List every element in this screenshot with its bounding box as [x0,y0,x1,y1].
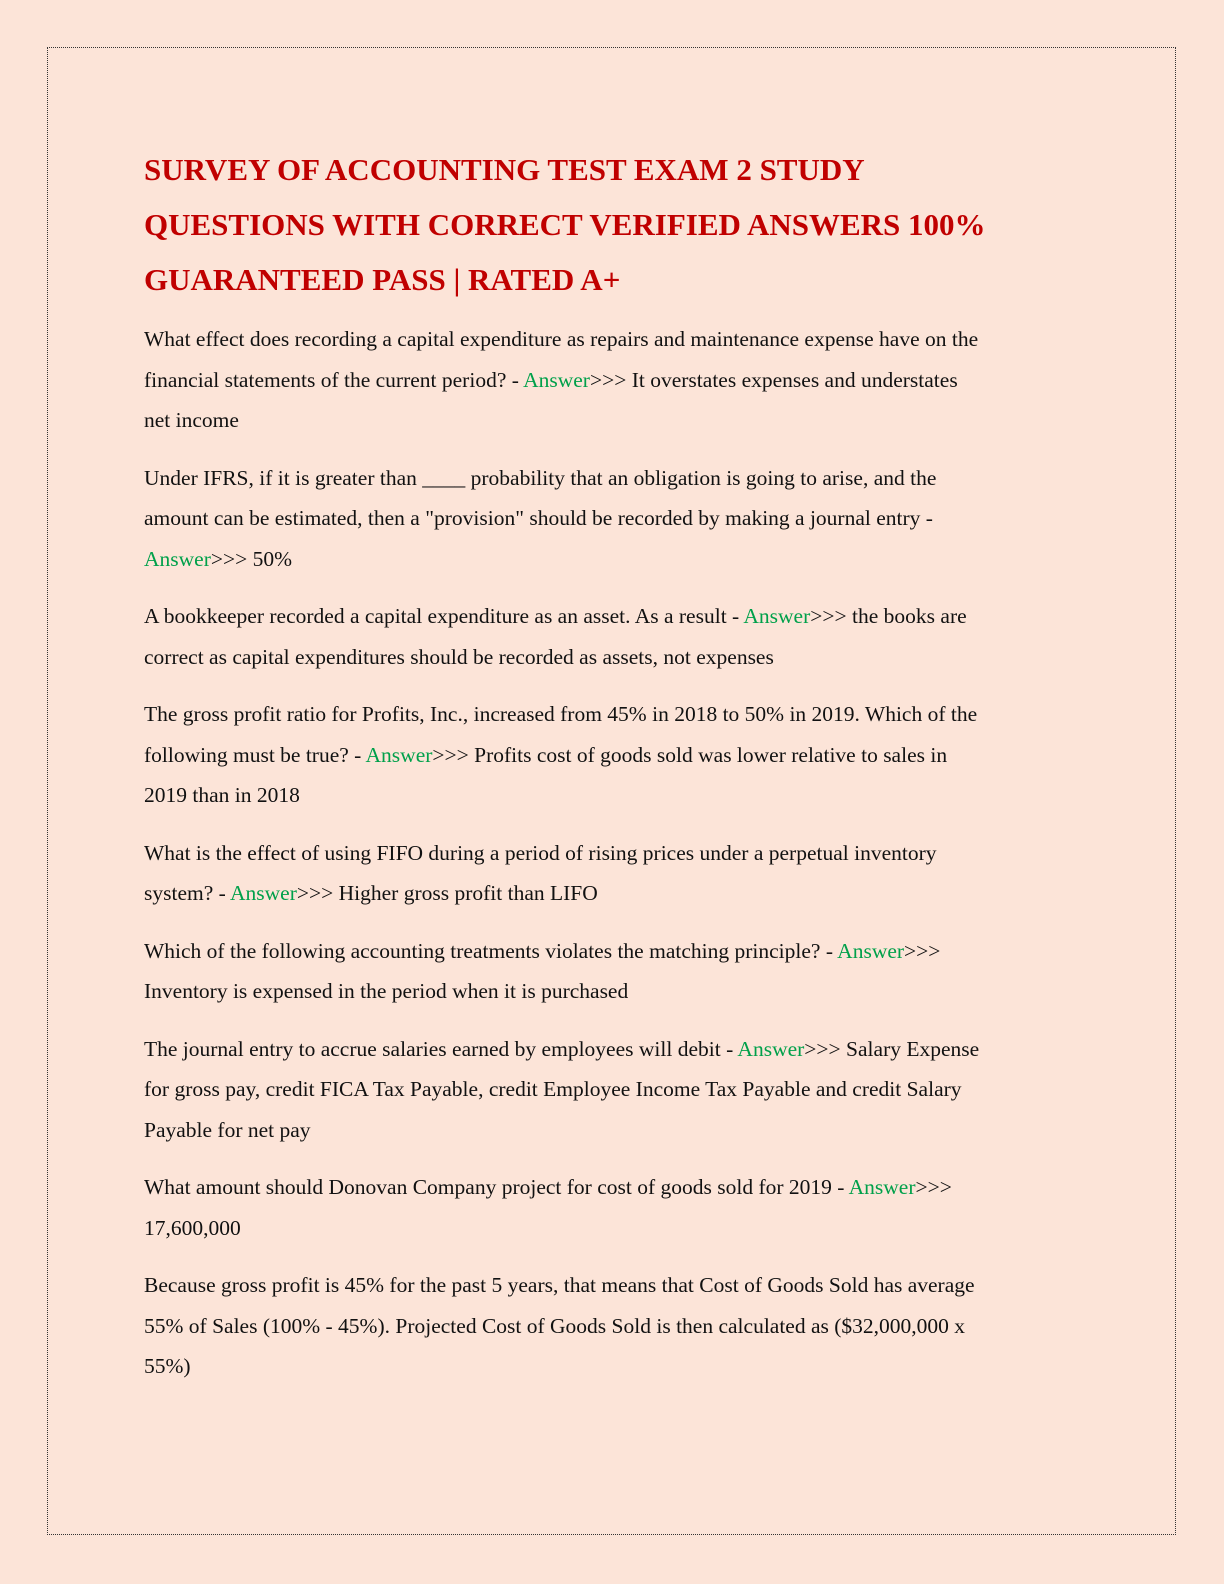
answer-text: >>> the books are [810,604,967,628]
question-text: What amount should Donovan Company project for cost of goods sold for 2019 - [144,1175,849,1199]
title-line: GUARANTEED PASS | RATED A+ [144,262,621,297]
answer-label: Answer [365,742,433,767]
qa-line: net income [144,408,239,432]
qa-line [144,931,1084,972]
qa-line: The gross profit ratio for Profits, Inc., increased from 45% in 2018 to 50% in 2019. Which of the [144,702,978,726]
qa-list [144,319,1084,1404]
qa-line [144,735,1084,776]
answer-text: >>> It overstates expenses and understates [589,367,958,392]
qa-item [144,319,1084,441]
qa-line [144,539,1084,580]
note-line: 55% of Sales (100% - 45%). Projected Cost of Goods Sold is then calculated as ($32,000,000 x [144,1313,966,1338]
question-text: A bookkeeper recorded a capital expenditure as an asset. As a result - [144,604,744,628]
answer-label: Answer [523,367,590,392]
qa-line: What effect does recording a capital expenditure as repairs and maintenance expense have on the [144,327,979,351]
answer-label: Answer [848,1175,916,1199]
question-text: following must be true? - [144,742,366,767]
question-text: system? - [144,881,230,905]
qa-line: correct as capital expenditures should be recorded as assets, not expenses [144,644,774,669]
document-title [144,142,1094,307]
answer-text: >>> [915,1175,952,1199]
answer-text: >>> [904,938,941,963]
answer-text: >>> Salary Expense [804,1036,980,1061]
qa-line: for gross pay, credit FICA Tax Payable, credit Employee Income Tax Payable and credit Salary [144,1077,962,1101]
qa-item [144,833,1084,914]
qa-line: 17,600,000 [144,1215,241,1240]
answer-label: Answer [144,546,211,571]
qa-line: Inventory is expensed in the period when it is purchased [144,979,629,1003]
answer-label: Answer [837,938,905,963]
answer-label: Answer [230,881,297,905]
qa-line: amount can be estimated, then a "provision" should be recorded by making a journal entry - [144,506,933,530]
qa-line: Under IFRS, if it is greater than ____ probability that an obligation is going to arise, and the [144,465,937,490]
qa-item [144,694,1084,816]
answer-label: Answer [737,1036,805,1061]
qa-item [144,931,1084,1012]
qa-item [144,458,1084,580]
qa-line [144,1167,1084,1208]
qa-item [144,1029,1084,1151]
title-line: QUESTIONS WITH CORRECT VERIFIED ANSWERS 100% [144,207,986,242]
qa-item [144,1167,1084,1248]
question-text: financial statements of the current period? - [144,367,524,392]
question-text: The journal entry to accrue salaries earned by employees will debit - [144,1036,738,1061]
qa-line [144,360,1084,401]
answer-text: >>> 50% [210,546,293,571]
qa-line: What is the effect of using FIFO during a period of rising prices under a perpetual inventory [144,840,937,865]
qa-line [144,873,1084,914]
qa-line: Payable for net pay [144,1117,311,1142]
answer-label: Answer [743,604,811,628]
qa-line [144,596,1084,637]
question-text: Which of the following accounting treatments violates the matching principle? - [144,938,838,963]
qa-line [144,1029,1084,1070]
qa-item [144,596,1084,677]
note-line: Because gross profit is 45% for the past 5 years, that means that Cost of Goods Sold has average [144,1273,975,1297]
qa-line: 2019 than in 2018 [144,783,300,807]
explanation-note [144,1265,1084,1387]
answer-text: >>> Higher gross profit than LIFO [296,881,598,905]
title-line: SURVEY OF ACCOUNTING TEST EXAM 2 STUDY [144,152,865,187]
note-line: 55%) [144,1354,191,1378]
answer-text: >>> Profits cost of goods sold was lower relative to sales in [432,742,948,767]
